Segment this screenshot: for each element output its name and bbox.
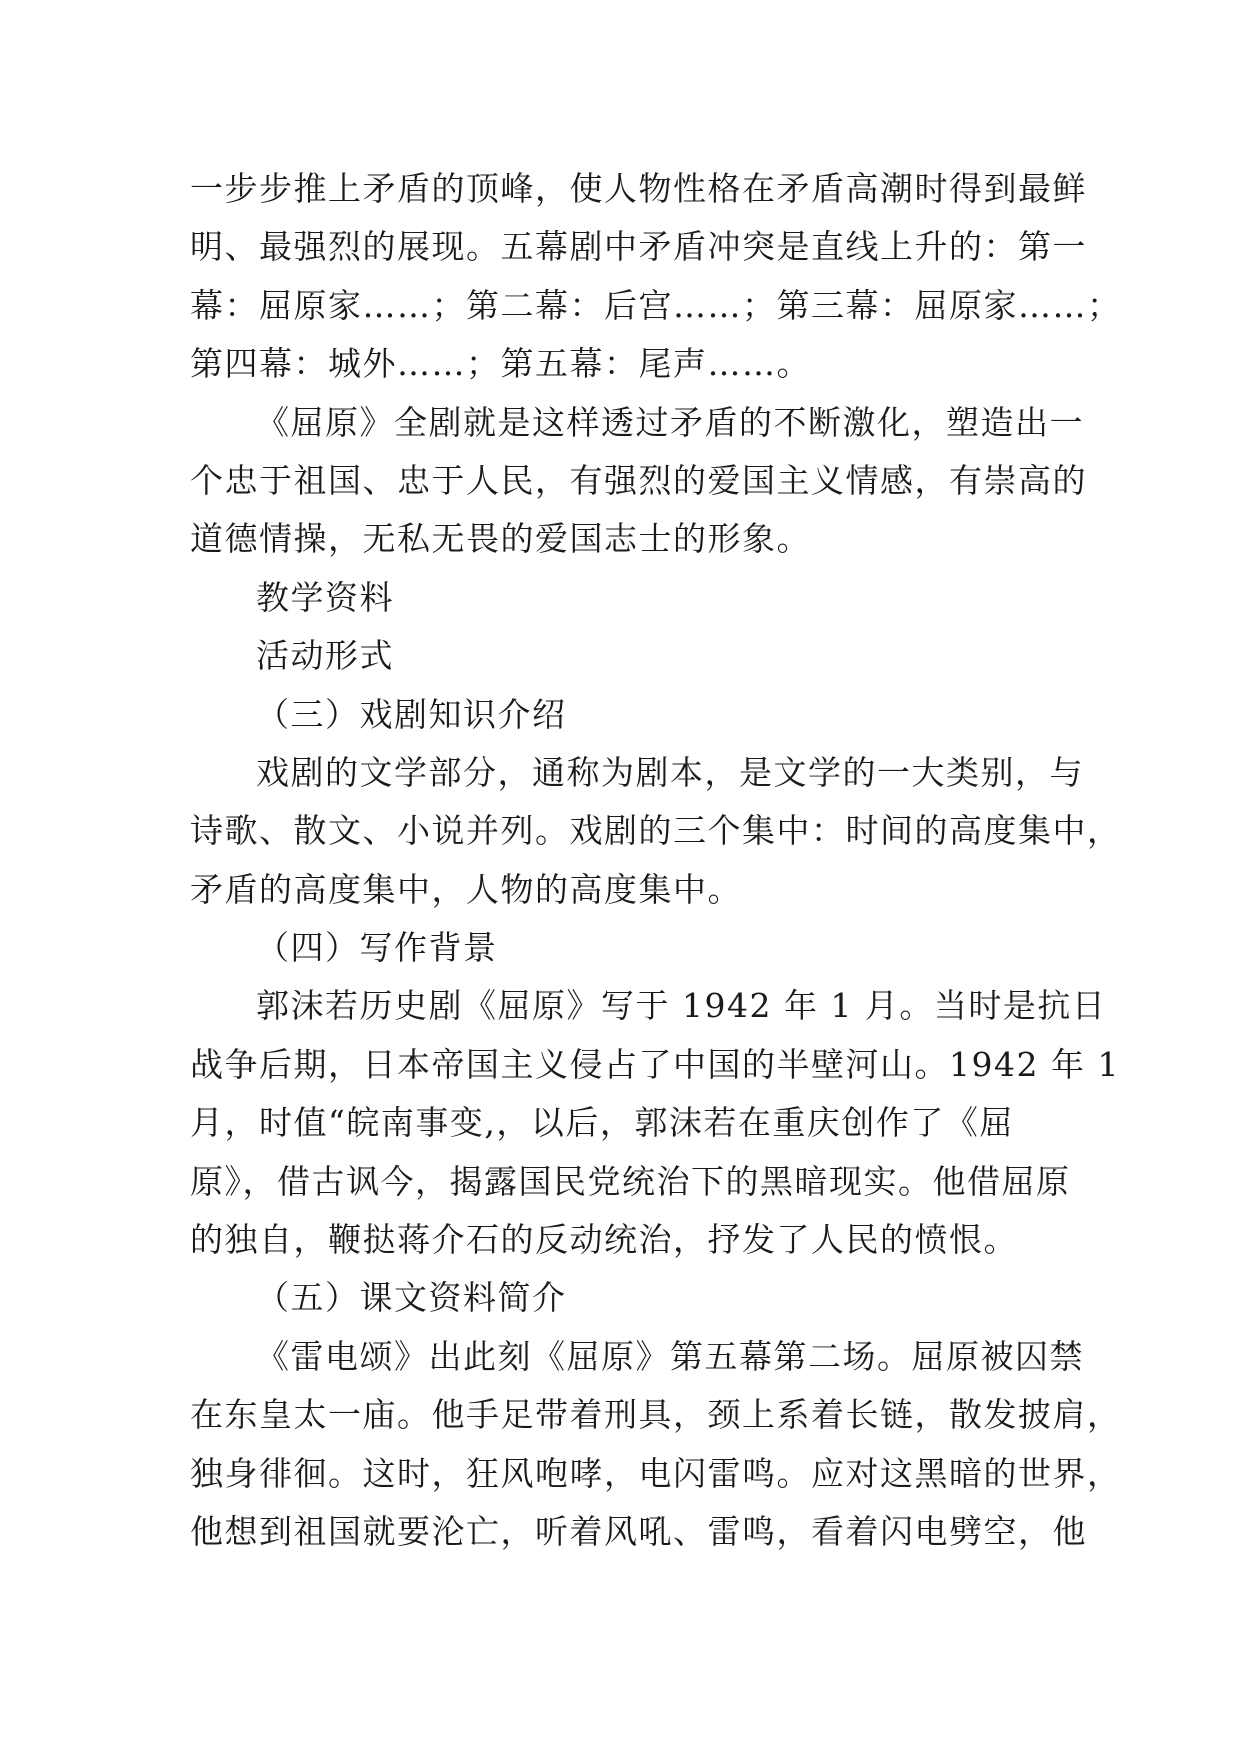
text-line-1: 一步步推上矛盾的顶峰，使人物性格在矛盾高潮时得到最鲜	[190, 169, 1087, 208]
text-line-7: 道德情操，无私无畏的爱国志士的形象。	[190, 519, 811, 559]
text-line-17: 月，时值“皖南事变,，以后，郭沫若在重庆创作了《屈	[190, 1103, 1014, 1143]
text-line-3: 幕：屈原家……；第二幕：后宫……；第三幕：屈原家……；	[190, 285, 1122, 325]
text-line-24: 他想到祖国就要沦亡，听着风吼、雷鸣，看着闪电劈空，他	[190, 1511, 1087, 1551]
section-heading-drama-knowledge: （三）戏剧知识介绍	[256, 694, 567, 734]
text-line-21: 《雷电颂》出此刻《屈原》第五幕第二场。屈原被囚禁	[256, 1336, 1084, 1376]
text-line-19: 的独自，鞭挞蒋介石的反动统治，抒发了人民的愤恨。	[190, 1220, 1018, 1260]
text-line-18: 原》，借古讽今，揭露国民党统治下的黑暗现实。他借屈原	[190, 1161, 1071, 1201]
text-line-2: 明、最强烈的展现。五幕剧中矛盾冲突是直线上升的：第一	[190, 227, 1087, 267]
text-line-12: 诗歌、散文、小说并列。戏剧的三个集中：时间的高度集中，	[190, 811, 1122, 851]
document-body	[190, 160, 1122, 1561]
text-line-5: 《屈原》全剧就是这样透过矛盾的不断激化，塑造出一	[256, 402, 1084, 442]
text-line-4: 第四幕：城外……；第五幕：尾声……。	[190, 344, 811, 384]
text-line-6: 个忠于祖国、忠于人民，有强烈的爱国主义情感，有崇高的	[190, 460, 1087, 500]
section-heading-text-intro: （五）课文资料简介	[256, 1278, 567, 1318]
text-line-13: 矛盾的高度集中，人物的高度集中。	[190, 869, 742, 909]
text-line-16: 战争后期，日本帝国主义侵占了中国的半壁河山。1942 年 1	[190, 1044, 1120, 1084]
section-heading-teaching-materials: 教学资料	[256, 577, 394, 617]
text-line-22: 在东皇太一庙。他手足带着刑具，颈上系着长链，散发披肩，	[190, 1395, 1122, 1435]
text-line-15: 郭沫若历史剧《屈原》写于 1942 年 1 月。当时是抗日	[256, 986, 1107, 1026]
section-heading-activity-form: 活动形式	[256, 636, 394, 676]
text-line-11: 戏剧的文学部分，通称为剧本，是文学的一大类别，与	[256, 752, 1084, 792]
text-line-23: 独身徘徊。这时，狂风咆哮，电闪雷鸣。应对这黑暗的世界，	[190, 1453, 1122, 1493]
section-heading-writing-background: （四）写作背景	[256, 928, 498, 968]
